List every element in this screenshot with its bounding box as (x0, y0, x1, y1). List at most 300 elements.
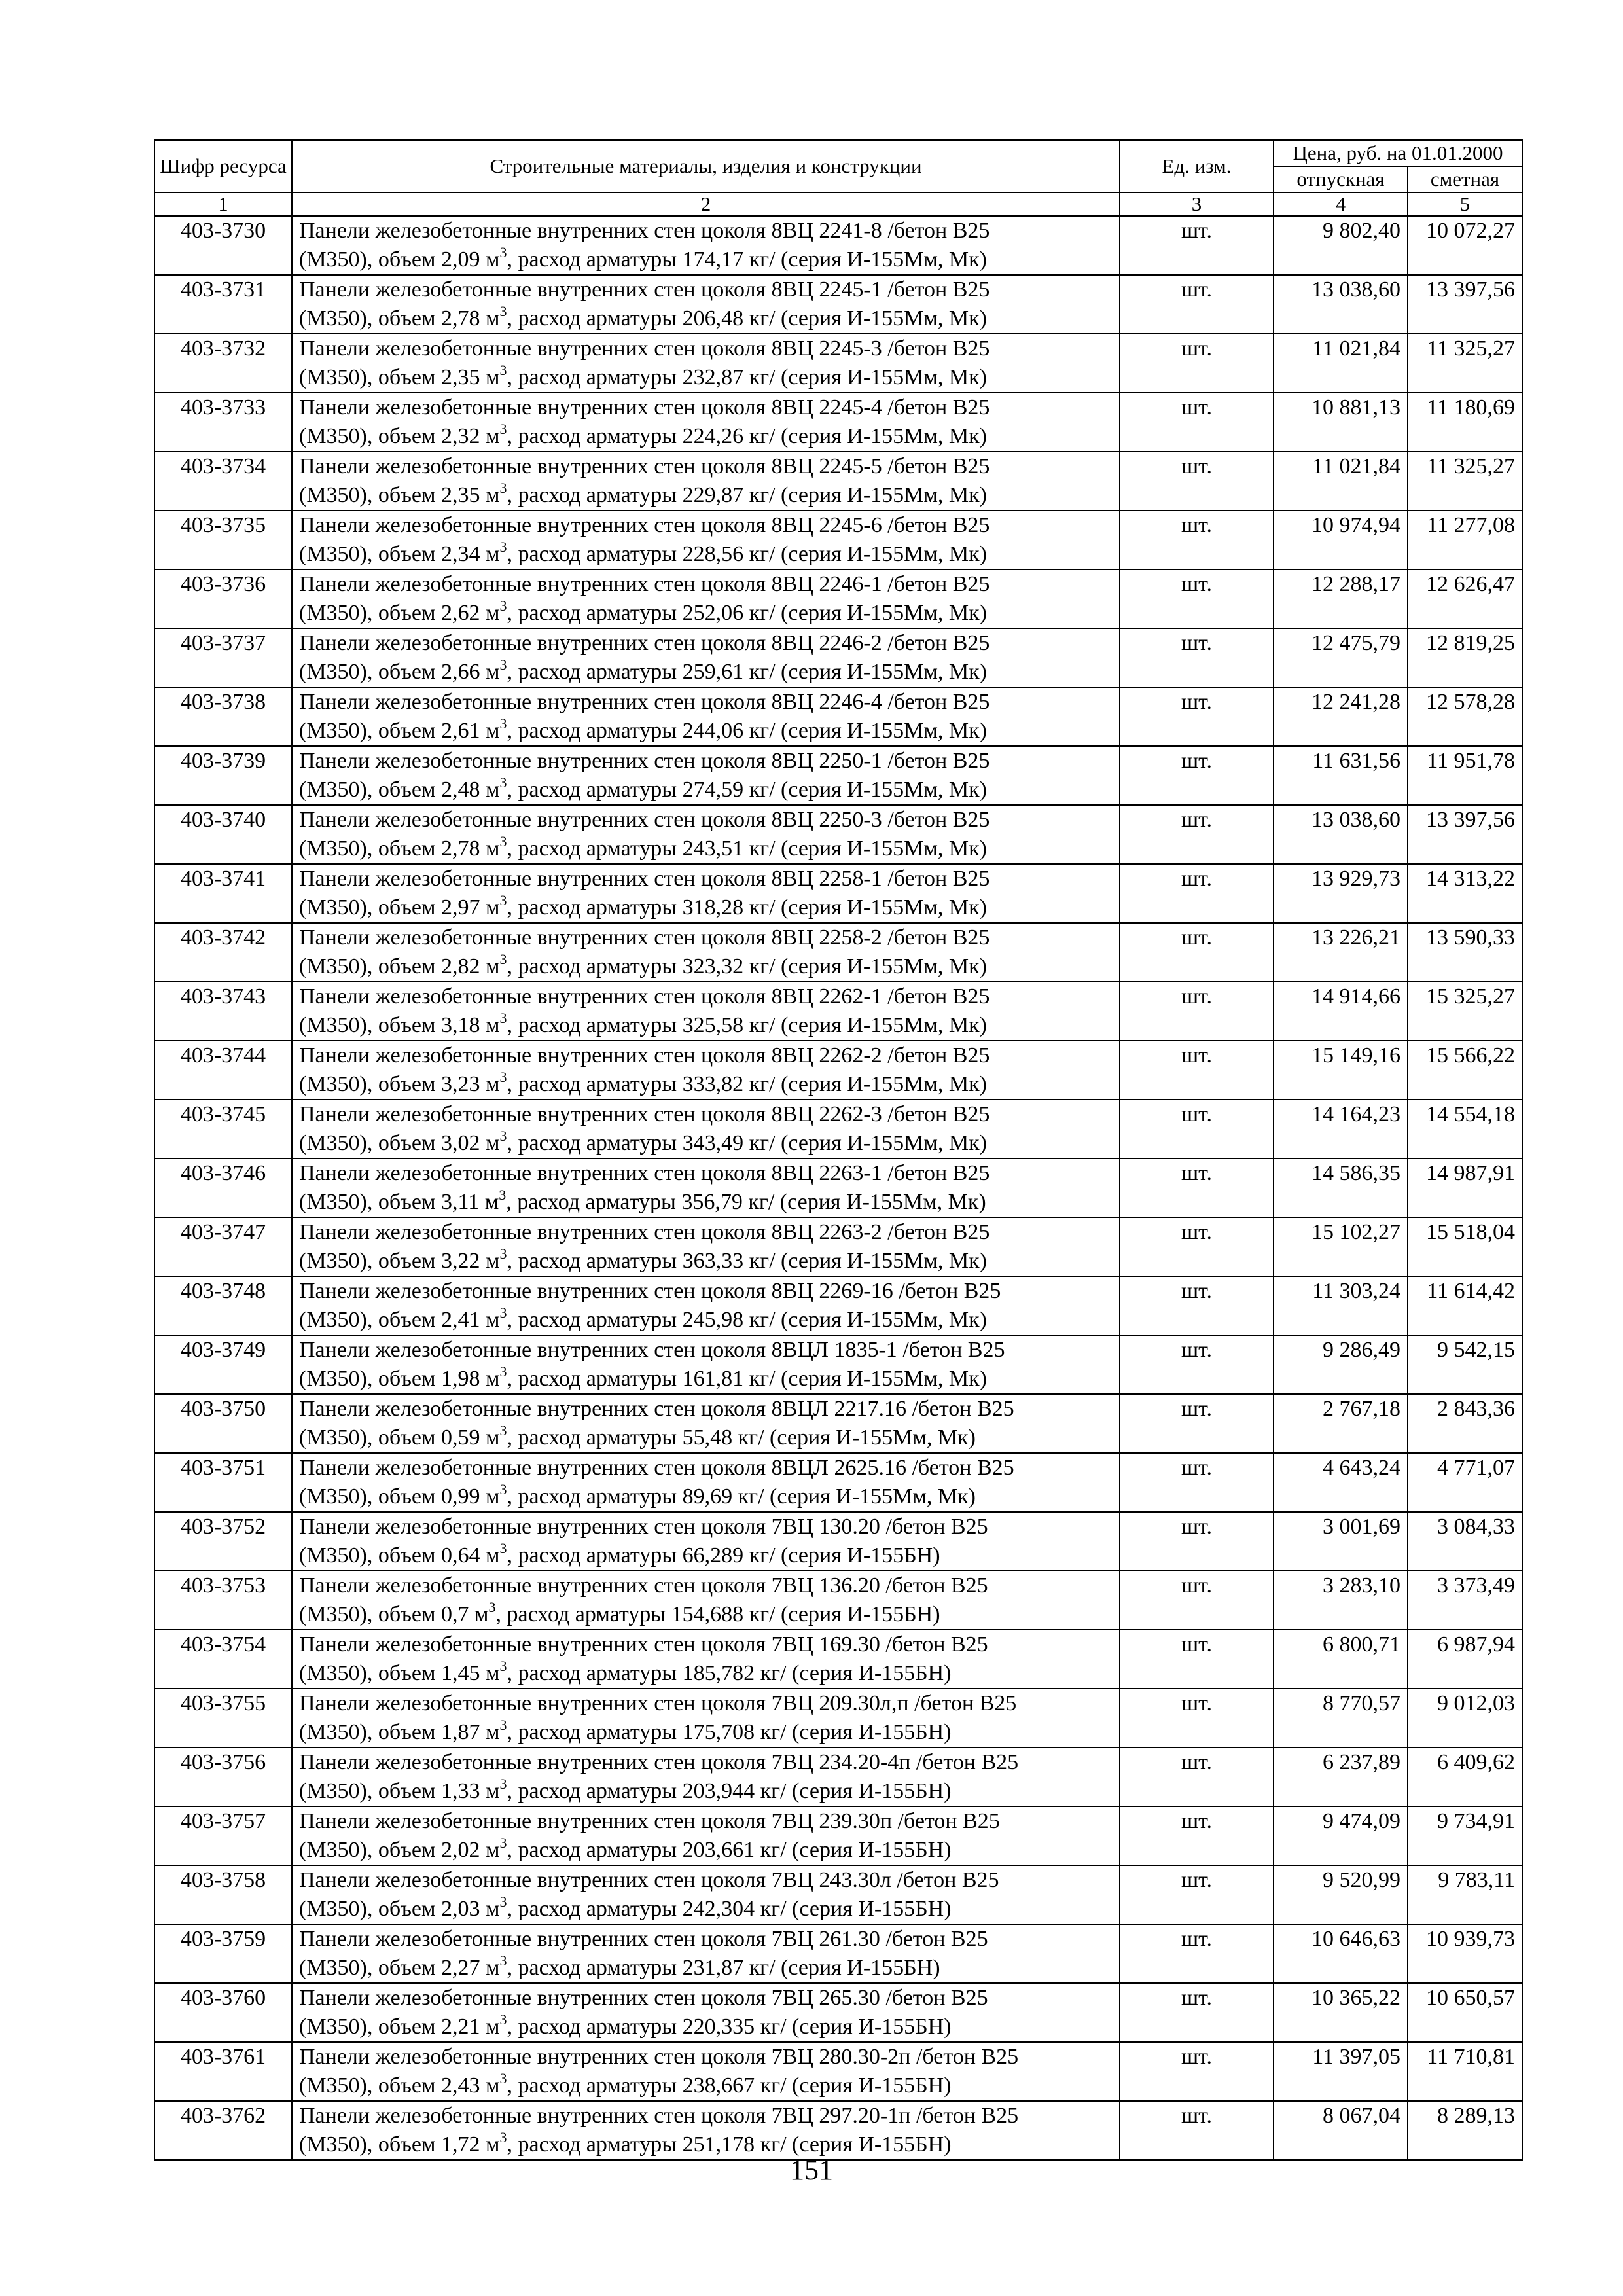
material-description (292, 1983, 1120, 2042)
cubic-superscript: 3 (499, 656, 507, 673)
description-line-2 (299, 1365, 1115, 1393)
resource-code: 403-3730 (154, 216, 292, 275)
resource-code: 403-3742 (154, 923, 292, 982)
release-price: 2 767,18 (1274, 1394, 1408, 1453)
resource-code: 403-3760 (154, 1983, 292, 2042)
cubic-superscript: 3 (499, 951, 507, 967)
cubic-superscript: 3 (499, 1422, 507, 1439)
table-row (154, 864, 1522, 923)
reinforcement-text: , расход арматуры 231,87 кг/ (серия И-155БН) (507, 1956, 940, 1980)
header-col-number: 5 (1408, 192, 1522, 216)
header-price: Цена, руб. на 01.01.2000 (1274, 140, 1522, 166)
cubic-superscript: 3 (499, 1069, 507, 1085)
reinforcement-text: , расход арматуры 242,304 кг/ (серия И-155БН) (507, 1897, 952, 1921)
estimate-price: 3 084,33 (1408, 1512, 1522, 1571)
reinforcement-text: , расход арматуры 206,48 кг/ (серия И-155Мм, Мк) (507, 306, 987, 331)
volume-text: (М350), объем 1,33 м (299, 1779, 500, 1803)
estimate-price: 10 650,57 (1408, 1983, 1522, 2042)
description-line-1: Панели железобетонные внутренних стен цоколя 8ВЦ 2262-3 /бетон В25 (299, 1102, 990, 1126)
estimate-price: 13 397,56 (1408, 805, 1522, 864)
table-header (154, 140, 1522, 216)
unit-of-measure: шт. (1120, 628, 1274, 687)
volume-text: (М350), объем 3,23 м (299, 1072, 500, 1096)
description-line-2 (299, 2072, 1115, 2100)
header-unit: Ед. изм. (1120, 140, 1274, 192)
table-row (154, 1158, 1522, 1217)
estimate-price: 10 939,73 (1408, 1924, 1522, 1983)
volume-text: (М350), объем 2,61 м (299, 719, 500, 743)
cubic-superscript: 3 (499, 303, 507, 319)
cubic-superscript: 3 (499, 244, 507, 260)
release-price: 13 929,73 (1274, 864, 1408, 923)
unit-of-measure: шт. (1120, 923, 1274, 982)
table-row (154, 746, 1522, 805)
table-row (154, 1571, 1522, 1630)
cubic-superscript: 3 (499, 1717, 507, 1733)
description-line-2 (299, 245, 1115, 274)
volume-text: (М350), объем 0,64 м (299, 1543, 500, 1568)
table-row (154, 628, 1522, 687)
description-line-1: Панели железобетонные внутренних стен цоколя 8ВЦ 2250-1 /бетон В25 (299, 749, 990, 773)
description-line-2 (299, 1188, 1115, 1217)
header-col-number: 2 (292, 192, 1120, 216)
reinforcement-text: , расход арматуры 55,48 кг/ (серия И-155Мм, Мк) (507, 1426, 976, 1450)
resource-code: 403-3740 (154, 805, 292, 864)
resource-code: 403-3756 (154, 1748, 292, 1806)
header-col-number: 4 (1274, 192, 1408, 216)
description-line-1: Панели железобетонные внутренних стен цоколя 8ВЦЛ 1835-1 /бетон В25 (299, 1338, 1005, 1362)
cubic-superscript: 3 (499, 1010, 507, 1026)
cubic-superscript: 3 (499, 1246, 507, 1262)
cubic-superscript: 3 (499, 1304, 507, 1321)
estimate-price: 6 409,62 (1408, 1748, 1522, 1806)
cubic-superscript: 3 (499, 2070, 507, 2087)
reinforcement-text: , расход арматуры 224,26 кг/ (серия И-155Мм, Мк) (507, 424, 987, 448)
resource-code: 403-3746 (154, 1158, 292, 1217)
release-price: 10 646,63 (1274, 1924, 1408, 1983)
cubic-superscript: 3 (499, 1187, 507, 1203)
reinforcement-text: , расход арматуры 243,51 кг/ (серия И-155Мм, Мк) (507, 836, 987, 861)
estimate-price: 9 012,03 (1408, 1689, 1522, 1748)
description-line-2 (299, 717, 1115, 745)
material-description (292, 1924, 1120, 1983)
cubic-superscript: 3 (499, 1658, 507, 1674)
unit-of-measure: шт. (1120, 1865, 1274, 1924)
cubic-superscript: 3 (499, 362, 507, 378)
description-line-1: Панели железобетонные внутренних стен цоколя 7ВЦ 261.30 /бетон В25 (299, 1927, 988, 1951)
reinforcement-text: , расход арматуры 333,82 кг/ (серия И-155Мм, Мк) (507, 1072, 987, 1096)
reinforcement-text: , расход арматуры 220,335 кг/ (серия И-155БН) (507, 2015, 952, 2039)
cubic-superscript: 3 (499, 1952, 507, 1969)
volume-text: (М350), объем 3,11 м (299, 1190, 499, 1214)
volume-text: (М350), объем 2,09 м (299, 247, 500, 272)
unit-of-measure: шт. (1120, 1571, 1274, 1630)
description-line-2 (299, 1129, 1115, 1158)
description-line-2 (299, 1777, 1115, 1806)
material-description (292, 393, 1120, 452)
material-description (292, 2101, 1120, 2160)
description-line-2 (299, 893, 1115, 922)
resource-code: 403-3751 (154, 1453, 292, 1512)
description-line-2 (299, 1600, 1115, 1629)
material-description (292, 1865, 1120, 1924)
resource-code: 403-3735 (154, 511, 292, 569)
resource-code: 403-3758 (154, 1865, 292, 1924)
description-line-2 (299, 422, 1115, 451)
description-line-1: Панели железобетонные внутренних стен цоколя 8ВЦ 2245-4 /бетон В25 (299, 395, 990, 420)
volume-text: (М350), объем 2,03 м (299, 1897, 500, 1921)
estimate-price: 9 542,15 (1408, 1335, 1522, 1394)
material-description (292, 982, 1120, 1041)
material-description (292, 1394, 1120, 1453)
estimate-price: 15 325,27 (1408, 982, 1522, 1041)
reinforcement-text: , расход арматуры 252,06 кг/ (серия И-155Мм, Мк) (507, 601, 987, 625)
release-price: 8 067,04 (1274, 2101, 1408, 2160)
table-row (154, 275, 1522, 334)
cubic-superscript: 3 (499, 892, 507, 908)
resource-code: 403-3731 (154, 275, 292, 334)
release-price: 8 770,57 (1274, 1689, 1408, 1748)
description-line-1: Панели железобетонные внутренних стен цоколя 8ВЦ 2258-2 /бетон В25 (299, 925, 990, 950)
estimate-price: 10 072,27 (1408, 216, 1522, 275)
unit-of-measure: шт. (1120, 1689, 1274, 1748)
cubic-superscript: 3 (499, 1363, 507, 1380)
material-description (292, 687, 1120, 746)
table-row (154, 1806, 1522, 1865)
resource-code: 403-3734 (154, 452, 292, 511)
description-line-2 (299, 481, 1115, 510)
header-release-price: отпускная (1274, 166, 1408, 192)
table-row (154, 2101, 1522, 2160)
cubic-superscript: 3 (499, 774, 507, 791)
unit-of-measure: шт. (1120, 1394, 1274, 1453)
release-price: 13 226,21 (1274, 923, 1408, 982)
table-row (154, 1630, 1522, 1689)
estimate-price: 12 626,47 (1408, 569, 1522, 628)
description-line-1: Панели железобетонные внутренних стен цоколя 8ВЦ 2245-1 /бетон В25 (299, 278, 990, 302)
resource-code: 403-3738 (154, 687, 292, 746)
reinforcement-text: , расход арматуры 161,81 кг/ (серия И-155Мм, Мк) (507, 1367, 987, 1391)
resource-code: 403-3733 (154, 393, 292, 452)
table-row (154, 687, 1522, 746)
cubic-superscript: 3 (499, 598, 507, 614)
description-line-2 (299, 2013, 1115, 2041)
volume-text: (М350), объем 1,45 м (299, 1661, 500, 1685)
description-line-1: Панели железобетонные внутренних стен цоколя 7ВЦ 243.30л /бетон В25 (299, 1868, 999, 1892)
reinforcement-text: , расход арматуры 203,661 кг/ (серия И-155БН) (507, 1838, 952, 1862)
release-price: 10 365,22 (1274, 1983, 1408, 2042)
table-row (154, 1335, 1522, 1394)
description-line-2 (299, 599, 1115, 628)
cubic-superscript: 3 (499, 2129, 507, 2145)
estimate-price: 3 373,49 (1408, 1571, 1522, 1630)
volume-text: (М350), объем 2,78 м (299, 306, 500, 331)
unit-of-measure: шт. (1120, 1630, 1274, 1689)
resource-code: 403-3732 (154, 334, 292, 393)
description-line-1: Панели железобетонные внутренних стен цоколя 8ВЦ 2246-2 /бетон В25 (299, 631, 990, 655)
material-description (292, 1806, 1120, 1865)
volume-text: (М350), объем 1,98 м (299, 1367, 500, 1391)
estimate-price: 9 734,91 (1408, 1806, 1522, 1865)
estimate-price: 12 578,28 (1408, 687, 1522, 746)
cubic-superscript: 3 (499, 1540, 507, 1556)
price-table (154, 139, 1523, 2161)
release-price: 13 038,60 (1274, 805, 1408, 864)
material-description (292, 1276, 1120, 1335)
cubic-superscript: 3 (499, 2011, 507, 2028)
description-line-1: Панели железобетонные внутренних стен цоколя 8ВЦ 2241-8 /бетон В25 (299, 219, 990, 243)
volume-text: (М350), объем 3,18 м (299, 1013, 500, 1037)
release-price: 6 800,71 (1274, 1630, 1408, 1689)
page-number: 151 (790, 2154, 833, 2186)
estimate-price: 11 277,08 (1408, 511, 1522, 569)
material-description (292, 1100, 1120, 1158)
table-row (154, 2042, 1522, 2101)
price-table-sheet (154, 139, 1522, 2161)
material-description (292, 1041, 1120, 1100)
unit-of-measure: шт. (1120, 569, 1274, 628)
release-price: 9 802,40 (1274, 216, 1408, 275)
table-row (154, 805, 1522, 864)
description-line-2 (299, 952, 1115, 981)
reinforcement-text: , расход арматуры 245,98 кг/ (серия И-155Мм, Мк) (507, 1308, 987, 1332)
material-description (292, 569, 1120, 628)
description-line-1: Панели железобетонные внутренних стен цоколя 8ВЦ 2245-5 /бетон В25 (299, 454, 990, 478)
description-line-1: Панели железобетонные внутренних стен цоколя 7ВЦ 280.30-2п /бетон В25 (299, 2045, 1019, 2069)
resource-code: 403-3750 (154, 1394, 292, 1453)
resource-code: 403-3753 (154, 1571, 292, 1630)
release-price: 14 164,23 (1274, 1100, 1408, 1158)
release-price: 12 241,28 (1274, 687, 1408, 746)
volume-text: (М350), объем 2,32 м (299, 424, 500, 448)
cubic-superscript: 3 (499, 1893, 507, 1910)
reinforcement-text: , расход арматуры 325,58 кг/ (серия И-155Мм, Мк) (507, 1013, 987, 1037)
release-price: 11 631,56 (1274, 746, 1408, 805)
cubic-superscript: 3 (499, 1776, 507, 1792)
table-row (154, 216, 1522, 275)
cubic-superscript: 3 (499, 1835, 507, 1851)
estimate-price: 8 289,13 (1408, 2101, 1522, 2160)
unit-of-measure: шт. (1120, 1806, 1274, 1865)
release-price: 14 914,66 (1274, 982, 1408, 1041)
estimate-price: 11 180,69 (1408, 393, 1522, 452)
cubic-superscript: 3 (499, 715, 507, 732)
material-description (292, 628, 1120, 687)
table-row (154, 1041, 1522, 1100)
volume-text: (М350), объем 1,72 м (299, 2132, 500, 2157)
description-line-2 (299, 776, 1115, 804)
description-line-1: Панели железобетонные внутренних стен цоколя 8ВЦ 2250-3 /бетон В25 (299, 808, 990, 832)
estimate-price: 14 554,18 (1408, 1100, 1522, 1158)
unit-of-measure: шт. (1120, 1335, 1274, 1394)
volume-text: (М350), объем 1,87 м (299, 1720, 500, 1744)
cubic-superscript: 3 (499, 421, 507, 437)
estimate-price: 12 819,25 (1408, 628, 1522, 687)
material-description (292, 1512, 1120, 1571)
volume-text: (М350), объем 2,34 м (299, 542, 500, 566)
resource-code: 403-3736 (154, 569, 292, 628)
release-price: 10 974,94 (1274, 511, 1408, 569)
unit-of-measure: шт. (1120, 1983, 1274, 2042)
description-line-1: Панели железобетонные внутренних стен цоколя 8ВЦ 2246-4 /бетон В25 (299, 690, 990, 714)
description-line-2 (299, 658, 1115, 687)
release-price: 15 102,27 (1274, 1217, 1408, 1276)
description-line-1: Панели железобетонные внутренних стен цоколя 8ВЦ 2246-1 /бетон В25 (299, 572, 990, 596)
table-row (154, 334, 1522, 393)
description-line-2 (299, 1541, 1115, 1570)
release-price: 10 881,13 (1274, 393, 1408, 452)
resource-code: 403-3761 (154, 2042, 292, 2101)
table-row (154, 982, 1522, 1041)
material-description (292, 1630, 1120, 1689)
description-line-1: Панели железобетонные внутренних стен цоколя 7ВЦ 209.30л,п /бетон В25 (299, 1691, 1017, 1715)
description-line-2 (299, 1011, 1115, 1040)
volume-text: (М350), объем 0,59 м (299, 1426, 500, 1450)
material-description (292, 511, 1120, 569)
table-row (154, 1748, 1522, 1806)
unit-of-measure: шт. (1120, 1512, 1274, 1571)
estimate-price: 11 951,78 (1408, 746, 1522, 805)
resource-code: 403-3762 (154, 2101, 292, 2160)
reinforcement-text: , расход арматуры 363,33 кг/ (серия И-155Мм, Мк) (507, 1249, 987, 1273)
volume-text: (М350), объем 2,21 м (299, 2015, 500, 2039)
table-row (154, 1983, 1522, 2042)
material-description (292, 334, 1120, 393)
description-line-1: Панели железобетонные внутренних стен цоколя 8ВЦ 2263-2 /бетон В25 (299, 1220, 990, 1244)
header-col-number: 3 (1120, 192, 1274, 216)
release-price: 14 586,35 (1274, 1158, 1408, 1217)
cubic-superscript: 3 (488, 1599, 496, 1615)
table-row (154, 569, 1522, 628)
unit-of-measure: шт. (1120, 511, 1274, 569)
material-description (292, 1571, 1120, 1630)
release-price: 11 021,84 (1274, 452, 1408, 511)
estimate-price: 14 987,91 (1408, 1158, 1522, 1217)
unit-of-measure: шт. (1120, 1453, 1274, 1512)
volume-text: (М350), объем 2,97 м (299, 895, 500, 920)
estimate-price: 6 987,94 (1408, 1630, 1522, 1689)
volume-text: (М350), объем 2,43 м (299, 2073, 500, 2098)
volume-text: (М350), объем 2,62 м (299, 601, 500, 625)
reinforcement-text: , расход арматуры 251,178 кг/ (серия И-155БН) (507, 2132, 952, 2157)
release-price: 13 038,60 (1274, 275, 1408, 334)
release-price: 12 288,17 (1274, 569, 1408, 628)
table-row (154, 1689, 1522, 1748)
reinforcement-text: , расход арматуры 356,79 кг/ (серия И-155Мм, Мк) (506, 1190, 986, 1214)
description-line-2 (299, 1482, 1115, 1511)
release-price: 4 643,24 (1274, 1453, 1408, 1512)
resource-code: 403-3745 (154, 1100, 292, 1158)
estimate-price: 14 313,22 (1408, 864, 1522, 923)
resource-code: 403-3759 (154, 1924, 292, 1983)
estimate-price: 9 783,11 (1408, 1865, 1522, 1924)
reinforcement-text: , расход арматуры 343,49 кг/ (серия И-155Мм, Мк) (507, 1131, 987, 1155)
description-line-1: Панели железобетонные внутренних стен цоколя 8ВЦ 2258-1 /бетон В25 (299, 867, 990, 891)
unit-of-measure: шт. (1120, 275, 1274, 334)
estimate-price: 13 397,56 (1408, 275, 1522, 334)
table-row (154, 511, 1522, 569)
volume-text: (М350), объем 3,22 м (299, 1249, 500, 1273)
resource-code: 403-3757 (154, 1806, 292, 1865)
estimate-price: 11 614,42 (1408, 1276, 1522, 1335)
description-line-2 (299, 1954, 1115, 1982)
description-line-1: Панели железобетонные внутренних стен цоколя 8ВЦ 2262-2 /бетон В25 (299, 1043, 990, 1067)
description-line-1: Панели железобетонные внутренних стен цоколя 7ВЦ 234.20-4п /бетон В25 (299, 1750, 1019, 1774)
table-row (154, 452, 1522, 511)
unit-of-measure: шт. (1120, 1276, 1274, 1335)
volume-text: (М350), объем 2,41 м (299, 1308, 500, 1332)
material-description (292, 1748, 1120, 1806)
reinforcement-text: , расход арматуры 89,69 кг/ (серия И-155Мм, Мк) (507, 1484, 976, 1509)
reinforcement-text: , расход арматуры 185,782 кг/ (серия И-155БН) (507, 1661, 952, 1685)
release-price: 3 283,10 (1274, 1571, 1408, 1630)
reinforcement-text: , расход арматуры 323,32 кг/ (серия И-155Мм, Мк) (507, 954, 987, 978)
description-line-2 (299, 1070, 1115, 1099)
resource-code: 403-3749 (154, 1335, 292, 1394)
description-line-1: Панели железобетонные внутренних стен цоколя 7ВЦ 130.20 /бетон В25 (299, 1515, 988, 1539)
reinforcement-text: , расход арматуры 175,708 кг/ (серия И-155БН) (507, 1720, 952, 1744)
description-line-2 (299, 304, 1115, 333)
unit-of-measure: шт. (1120, 864, 1274, 923)
resource-code: 403-3744 (154, 1041, 292, 1100)
table-row (154, 1865, 1522, 1924)
reinforcement-text: , расход арматуры 274,59 кг/ (серия И-155Мм, Мк) (507, 778, 987, 802)
release-price: 11 397,05 (1274, 2042, 1408, 2101)
description-line-1: Панели железобетонные внутренних стен цоколя 7ВЦ 239.30п /бетон В25 (299, 1809, 1000, 1833)
table-row (154, 1276, 1522, 1335)
release-price: 6 237,89 (1274, 1748, 1408, 1806)
resource-code: 403-3743 (154, 982, 292, 1041)
unit-of-measure: шт. (1120, 1158, 1274, 1217)
description-line-2 (299, 1718, 1115, 1747)
resource-code: 403-3748 (154, 1276, 292, 1335)
estimate-price: 11 325,27 (1408, 334, 1522, 393)
volume-text: (М350), объем 2,02 м (299, 1838, 500, 1862)
description-line-2 (299, 1247, 1115, 1276)
volume-text: (М350), объем 2,35 м (299, 365, 500, 389)
reinforcement-text: , расход арматуры 318,28 кг/ (серия И-155Мм, Мк) (507, 895, 987, 920)
estimate-price: 4 771,07 (1408, 1453, 1522, 1512)
description-line-2 (299, 1306, 1115, 1335)
description-line-1: Панели железобетонные внутренних стен цоколя 8ВЦ 2269-16 /бетон В25 (299, 1279, 1001, 1303)
unit-of-measure: шт. (1120, 1748, 1274, 1806)
material-description (292, 746, 1120, 805)
unit-of-measure: шт. (1120, 1217, 1274, 1276)
material-description (292, 805, 1120, 864)
table-row (154, 923, 1522, 982)
description-line-2 (299, 540, 1115, 569)
reinforcement-text: , расход арматуры 203,944 кг/ (серия И-155БН) (507, 1779, 952, 1803)
release-price: 15 149,16 (1274, 1041, 1408, 1100)
material-description (292, 1158, 1120, 1217)
unit-of-measure: шт. (1120, 687, 1274, 746)
description-line-2 (299, 1836, 1115, 1865)
reinforcement-text: , расход арматуры 174,17 кг/ (серия И-155Мм, Мк) (507, 247, 987, 272)
resource-code: 403-3755 (154, 1689, 292, 1748)
material-description (292, 923, 1120, 982)
reinforcement-text: , расход арматуры 229,87 кг/ (серия И-155Мм, Мк) (507, 483, 987, 507)
resource-code: 403-3739 (154, 746, 292, 805)
volume-text: (М350), объем 2,66 м (299, 660, 500, 684)
volume-text: (М350), объем 3,02 м (299, 1131, 500, 1155)
material-description (292, 2042, 1120, 2101)
reinforcement-text: , расход арматуры 66,289 кг/ (серия И-155БН) (507, 1543, 940, 1568)
description-line-1: Панели железобетонные внутренних стен цоколя 8ВЦ 2263-1 /бетон В25 (299, 1161, 990, 1185)
release-price: 9 286,49 (1274, 1335, 1408, 1394)
table-body (154, 216, 1522, 2160)
volume-text: (М350), объем 2,48 м (299, 778, 500, 802)
resource-code: 403-3754 (154, 1630, 292, 1689)
